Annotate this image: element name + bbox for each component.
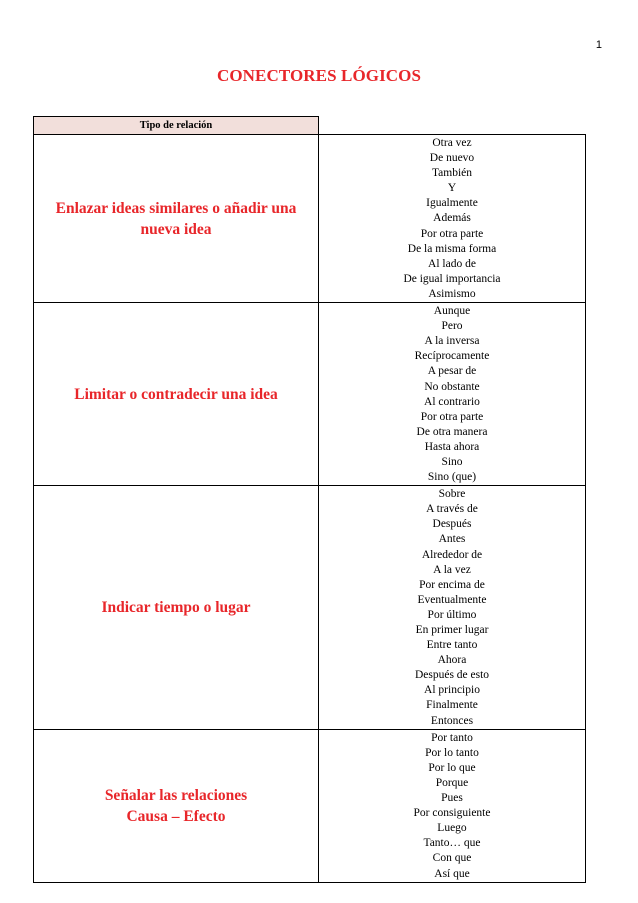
relation-type-cell: Enlazar ideas similares o añadir una nueva idea [34, 135, 319, 303]
connector-item: De la misma forma [407, 242, 497, 255]
connector-item: Por encima de [419, 578, 485, 591]
table-header-row [34, 117, 586, 135]
relation-type-header: Tipo de relación [34, 117, 319, 135]
connector-item: Después [432, 518, 472, 531]
connector-item: Por tanto [431, 731, 473, 744]
connector-item: Pero [441, 320, 463, 333]
connector-list [319, 730, 585, 882]
relation-type-cell [34, 729, 319, 882]
connector-list [319, 135, 585, 302]
connector-item: Al principio [424, 684, 480, 697]
connector-item: De igual importancia [403, 272, 501, 285]
relation-line: Señalar las relaciones [104, 786, 248, 804]
connector-item: Después de esto [414, 669, 490, 682]
connector-item: Finalmente [426, 699, 478, 712]
connector-list [319, 486, 585, 729]
connector-item: Aunque [433, 305, 471, 318]
relation-type-cell: Indicar tiempo o lugar [34, 486, 319, 730]
connector-item: Al contrario [424, 395, 480, 408]
connector-item: Eventualmente [417, 593, 487, 606]
connector-item: Pues [441, 792, 463, 805]
connector-item: Además [433, 212, 471, 225]
connector-item: Entre tanto [426, 639, 478, 652]
connector-item: Por último [427, 608, 477, 621]
connector-item: También [431, 167, 473, 180]
table-row [34, 729, 586, 882]
connector-item: Así que [434, 867, 470, 880]
table-row [34, 486, 586, 730]
relation-type-cell: Limitar o contradecir una idea [34, 303, 319, 486]
connector-item: Otra vez [432, 137, 472, 149]
connectors-cell [319, 486, 586, 730]
connector-item: Porque [435, 776, 469, 789]
connector-item: Y [447, 182, 457, 195]
connector-item: Igualmente [426, 197, 478, 210]
connector-item: En primer lugar [415, 624, 489, 636]
connector-item: Con que [432, 852, 472, 865]
connector-item: Ahora [437, 654, 467, 667]
empty-header-cell [319, 117, 586, 135]
connector-item: Sino [441, 455, 463, 468]
connectors-cell [319, 135, 586, 303]
page-number: 1 [595, 39, 602, 51]
connector-item: Alrededor de [421, 548, 483, 561]
table-row [34, 303, 586, 486]
connectors-cell [319, 729, 586, 882]
connectors-table [33, 116, 586, 883]
connector-item: Al lado de [428, 257, 476, 270]
connector-item: Luego [437, 822, 467, 835]
connector-item: No obstante [424, 380, 480, 393]
document-title: CONECTORES LÓGICOS [216, 66, 422, 85]
connector-item: Recíprocamente [414, 350, 490, 363]
connector-item: A la inversa [424, 335, 480, 348]
connector-item: Por otra parte [420, 227, 484, 240]
connector-item: Por lo que [428, 761, 476, 774]
relation-line: Causa – Efecto [126, 807, 226, 825]
connector-item: Hasta ahora [424, 440, 480, 453]
connector-item: Sino (que) [427, 471, 477, 484]
connector-item: Por otra parte [420, 410, 484, 423]
connector-item: Antes [438, 533, 466, 546]
table-row [34, 135, 586, 303]
connector-item: A través de [426, 503, 478, 516]
connector-item: A pesar de [427, 365, 477, 378]
connector-item: Asimismo [428, 287, 476, 300]
connector-item: Sobre [438, 488, 466, 501]
connector-list [319, 303, 585, 485]
connector-item: A la vez [433, 563, 471, 576]
connector-item: Por lo tanto [425, 746, 479, 759]
connectors-cell [319, 303, 586, 486]
connector-item: Por consiguiente [413, 807, 491, 820]
connector-item: Entonces [430, 714, 474, 727]
connector-item: De nuevo [429, 152, 475, 165]
connector-item: Tanto… que [423, 837, 481, 850]
connector-item: De otra manera [416, 425, 488, 438]
